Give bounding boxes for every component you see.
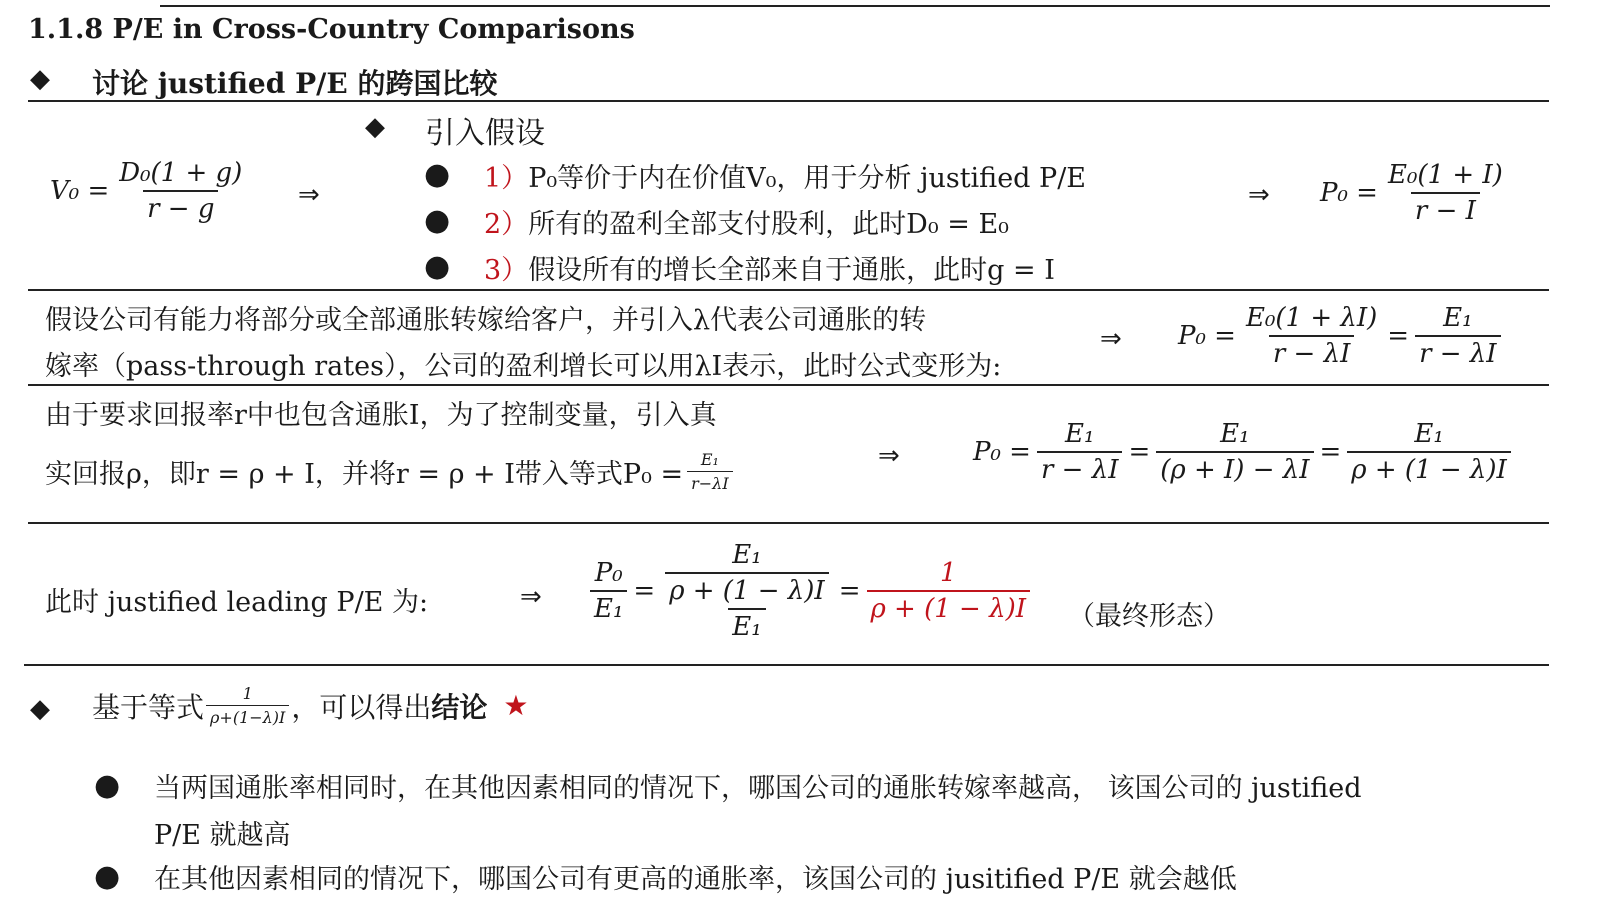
compound-denominator: E₁ [728,608,765,642]
equals-sign: = [633,576,656,606]
implies-arrow-icon: ⇒ [298,180,320,210]
fraction-denominator: r − λI [1415,335,1501,369]
dot-bullet-icon: ● [94,859,121,894]
star-icon: ★ [503,689,529,722]
conclusion-point-continued: P/E 就越高 [154,820,291,851]
equals-sign: = [1128,437,1151,467]
formula-lhs: P₀ = [973,437,1031,467]
formula-fraction [590,558,627,624]
real-return-text-line1: 由于要求回报率r中也包含通胀I，为了控制变量，引入真 [45,400,717,431]
formula-fraction [1415,303,1501,369]
conclusion-point: 在其他因素相同的情况下，哪国公司有更高的通胀率，该国公司的 jusitified P/E 就会越低 [154,864,1237,895]
assumption-item [484,156,1086,195]
fraction-numerator: 1 [242,684,253,703]
dot-bullet-icon: ● [424,203,451,238]
equals-sign: = [1319,437,1342,467]
formula-fraction [1156,419,1313,485]
dot-bullet-icon: ● [424,157,451,192]
real-return-formula [973,419,1511,485]
assumption-number: 3） [484,255,529,286]
fraction-numerator: D₀(1 + g) [119,158,243,188]
conclusion-point: 当两国通胀率相同时，在其他因素相同的情况下，哪国公司的通胀转嫁率越高， 该国公司的 justified [154,773,1362,804]
implies-arrow-icon: ⇒ [878,441,900,471]
assumption-text: P₀等价于内在价值V₀，用于分析 justified P/E [528,163,1087,194]
implies-arrow-icon: ⇒ [1100,324,1122,354]
dot-bullet-icon: ● [94,768,121,803]
real-return-text: 实回报ρ，即r = ρ + I，并将r = ρ + I带入等式P₀ = [45,459,684,490]
price-formula-p0 [1320,160,1507,226]
formula-fraction [665,540,829,606]
fraction-numerator: E₁ [700,450,719,469]
compound-fraction [661,540,833,642]
rule-1 [28,100,1549,102]
fraction-denominator: E₁ [590,590,627,624]
fraction-denominator: ρ + (1 − λ)I [665,572,829,606]
assumption-item [484,248,1055,287]
fraction-numerator: P₀ [594,558,623,588]
diamond-bullet-icon: ◆ [365,112,385,142]
rule-3 [28,384,1549,386]
fraction-denominator: ρ + (1 − λ)I [1347,451,1511,485]
section-title: 1.1.8 P/E in Cross-Country Comparisons [28,14,635,45]
leading-pe-label: 此时 justified leading P/E 为: [45,587,429,618]
fraction-denominator: r−λI [687,471,733,493]
implies-arrow-icon: ⇒ [1248,180,1270,210]
formula-lhs: V₀ = [50,176,110,206]
fraction-numerator: E₀(1 + λI) [1245,303,1378,333]
fraction-denominator: ρ+(1−λ)I [206,705,289,727]
formula-fraction [1347,419,1511,485]
fraction-numerator: E₁ [1414,419,1444,449]
assumption-text: 所有的盈利全部支付股利，此时D₀ = E₀ [528,209,1009,240]
fraction-denominator: (ρ + I) − λI [1156,451,1313,485]
formula-fraction [1242,303,1381,369]
pass-through-text-line1: 假设公司有能力将部分或全部通胀转嫁给客户，并引入λ代表公司通胀的转 [45,305,927,336]
leading-pe-formula [590,540,1030,642]
conclusion-bold: 结论 [431,690,488,724]
conclusion-middle: ，可以得出 [291,690,432,724]
fraction-numerator: E₁ [1220,419,1250,449]
assumption-number: 1） [484,163,529,194]
rule-2 [28,289,1549,291]
formula-fraction [115,158,246,224]
fraction-numerator: E₁ [732,540,762,570]
pass-through-formula [1178,303,1501,369]
fraction-numerator: E₁ [1443,303,1473,333]
fraction-numerator: E₁ [1065,419,1095,449]
formula-lhs: P₀ = [1320,178,1378,208]
fraction-denominator: r − I [1411,192,1480,226]
pass-through-text-line2: 嫁率（pass-through rates），公司的盈利增长可以用λI表示，此时公式变形为: [45,351,1002,382]
inline-fraction [687,450,733,493]
valuation-formula-v0 [50,158,246,224]
real-return-text-line2 [45,450,733,493]
formula-fraction [1384,160,1507,226]
fraction-numerator: 1 [939,558,957,588]
subtitle: 讨论 justified P/E 的跨国比较 [92,67,498,100]
final-form-note: （最终形态） [1068,601,1230,632]
implies-arrow-icon: ⇒ [520,582,542,612]
inline-fraction [206,684,289,727]
rule-5 [24,664,1549,666]
compound-numerator [661,540,833,608]
rule-4 [28,522,1549,524]
final-form-fraction [867,558,1031,624]
equals-sign: = [1387,321,1410,351]
fraction-numerator: E₀(1 + I) [1387,160,1503,190]
formula-lhs: P₀ = [1178,321,1236,351]
diamond-bullet-icon: ◆ [30,64,50,94]
equals-sign: = [838,576,861,606]
conclusion-prefix: 基于等式 [92,690,205,724]
assumption-text: 假设所有的增长全部来自于通胀，此时g = I [528,255,1055,286]
assumption-number: 2） [484,209,529,240]
formula-fraction [1037,419,1123,485]
fraction-denominator: r − λI [1269,335,1355,369]
assumption-item [484,202,1009,241]
top-rule [160,5,1550,7]
fraction-denominator: r − λI [1037,451,1123,485]
assumption-heading: 引入假设 [425,116,545,151]
diamond-bullet-icon: ◆ [30,694,50,724]
dot-bullet-icon: ● [424,249,451,284]
fraction-denominator: ρ + (1 − λ)I [867,590,1031,624]
fraction-denominator: r − g [143,190,218,224]
conclusion-heading [92,684,529,727]
